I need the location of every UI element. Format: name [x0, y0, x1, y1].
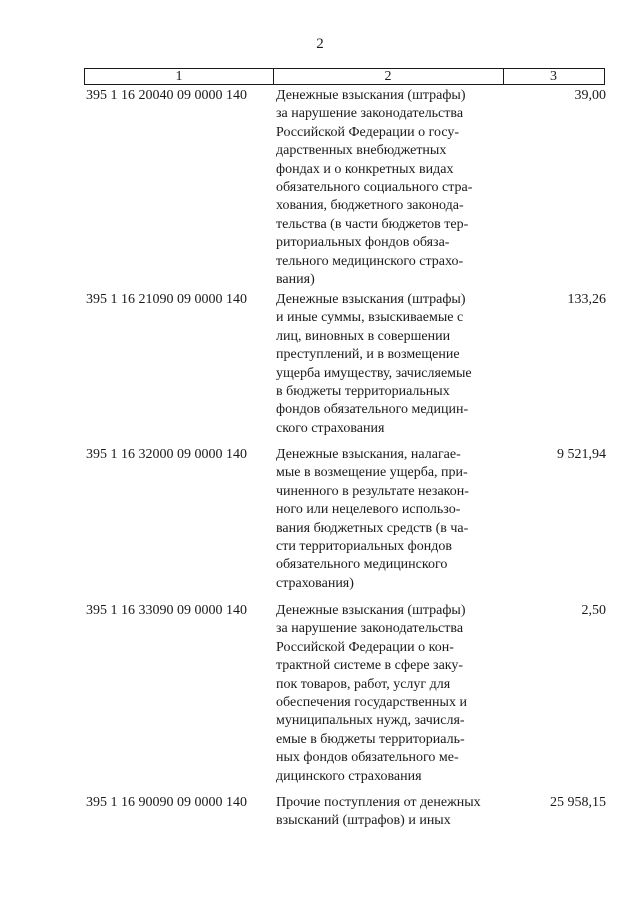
description-line: обеспечения государственных и — [276, 694, 467, 710]
description-line: обязательного медицинского — [276, 557, 448, 573]
budget-code: 395 1 16 21090 09 0000 140 — [86, 292, 247, 307]
description-line: преступлений, и в возмещение — [276, 347, 460, 363]
description-line: ущерба имуществу, зачисляемые — [276, 365, 472, 381]
description-line: тельства (в части бюджетов тер- — [276, 216, 469, 232]
column-header-2: 2 — [273, 69, 504, 84]
description-line: хования, бюджетного законода- — [276, 198, 464, 214]
description-line: обязательного социального стра- — [276, 179, 473, 195]
description-line: муниципальных нужд, зачисля- — [276, 713, 465, 729]
budget-code: 395 1 16 32000 09 0000 140 — [86, 447, 247, 462]
description-line: тельного медицинского страхо- — [276, 253, 464, 269]
row-description — [276, 87, 506, 289]
description-line: ных фондов обязательного ме- — [276, 750, 459, 766]
description-line: ного или нецелевого использо- — [276, 502, 461, 518]
description-line: Денежные взыскания (штрафы) — [276, 88, 466, 103]
description-line: Прочие поступления от денежных — [276, 795, 481, 810]
description-line: Российской Федерации о кон- — [276, 639, 454, 655]
description-line: трактной системе в сфере заку- — [276, 658, 464, 674]
description-line: Денежные взыскания, налагае- — [276, 447, 461, 462]
column-header-1: 1 — [85, 69, 274, 84]
amount: 2,50 — [581, 603, 606, 618]
description-line: Российской Федерации о госу- — [276, 124, 460, 140]
page-number: 2 — [316, 36, 324, 52]
description-line: страхования) — [276, 575, 354, 591]
budget-code: 395 1 16 33090 09 0000 140 — [86, 603, 247, 618]
amount: 133,26 — [567, 292, 606, 307]
description-line: риториальных фондов обяза- — [276, 235, 450, 251]
description-line: Денежные взыскания (штрафы) — [276, 603, 466, 618]
description-line: за нарушение законодательства — [276, 621, 464, 637]
description-line: за нарушение законодательства — [276, 106, 464, 122]
table-header — [84, 68, 605, 85]
description-line: в бюджеты территориальных — [276, 383, 450, 399]
description-line: емые в бюджеты территориаль- — [276, 731, 465, 747]
description-line: вания) — [276, 271, 315, 287]
row-description — [276, 602, 506, 786]
description-line: вания бюджетных средств (в ча- — [276, 520, 469, 536]
amount: 25 958,15 — [550, 795, 606, 810]
amount: 9 521,94 — [557, 447, 606, 462]
budget-code: 395 1 16 20040 09 0000 140 — [86, 88, 247, 103]
row-description — [276, 291, 506, 438]
budget-code: 395 1 16 90090 09 0000 140 — [86, 795, 247, 810]
row-description — [276, 446, 506, 593]
description-line: Денежные взыскания (штрафы) — [276, 292, 466, 307]
description-line: сти территориальных фондов — [276, 538, 452, 554]
row-description — [276, 794, 506, 831]
description-line: фондах и о конкретных видах — [276, 161, 454, 177]
description-line: пок товаров, работ, услуг для — [276, 676, 451, 692]
description-line: и иные суммы, взыскиваемые с — [276, 310, 464, 326]
description-line: чиненного в результате незакон- — [276, 483, 469, 499]
column-header-3: 3 — [550, 69, 557, 84]
description-line: ского страхования — [276, 420, 385, 436]
description-line: фондов обязательного медицин- — [276, 402, 469, 418]
amount: 39,00 — [574, 88, 606, 103]
description-line: дицинского страхования — [276, 768, 422, 784]
description-line: взысканий (штрафов) и иных — [276, 813, 451, 829]
description-line: дарственных внебюджетных — [276, 143, 447, 159]
description-line: лиц, виновных в совершении — [276, 328, 451, 344]
description-line: мые в возмещение ущерба, при- — [276, 465, 468, 481]
